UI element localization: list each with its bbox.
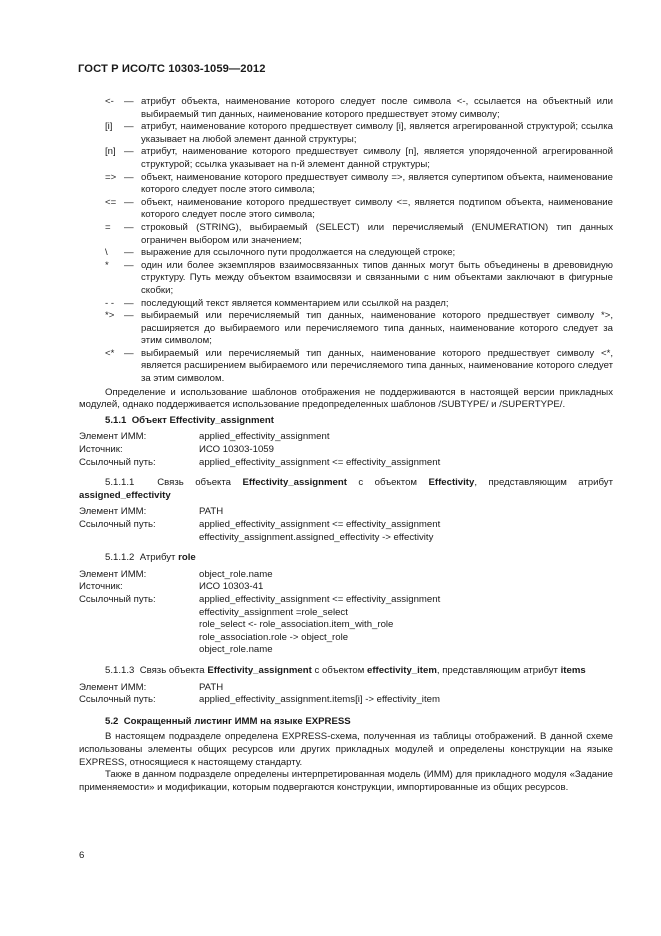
symbol-dash: —	[124, 221, 134, 233]
ref-path-label: Ссылочный путь:	[79, 694, 156, 706]
section-number: 5.1.1	[105, 414, 127, 426]
section-title: Объект Effectivity_assignment	[131, 414, 274, 426]
aim-label: Элемент ИММ:	[79, 568, 147, 580]
symbol-legend-list	[79, 96, 613, 386]
aim-value: PATH	[199, 506, 224, 518]
section-5-1-1-2-mapping	[79, 569, 613, 657]
aim-label: Элемент ИММ:	[79, 681, 147, 693]
section-number: 5.1.1.1	[105, 477, 135, 489]
aim-value: object_role.name	[199, 568, 273, 580]
symbol-key: *	[105, 259, 109, 271]
symbol-description: атрибут, наименование которого предшествует символу [i], является агрегированной структурой; ссылка указывает на любой элемент данной структуры;	[141, 121, 613, 145]
symbol-legend-item	[79, 247, 613, 260]
ref-path-line: effectivity_assignment =role_select	[199, 606, 348, 618]
heading-text: , представляющим атрибут	[474, 477, 613, 489]
source-label: Источник:	[79, 444, 123, 456]
symbol-legend-item	[79, 310, 613, 348]
symbol-description: атрибут, наименование которого предшествует символу [n], является упорядоченной агрегированной структурой; ссылка указывает на n-й элемент данной структуры;	[141, 146, 613, 170]
symbol-description: выбираемый или перечисляемый тип данных, наименование которого предшествует символу <*, является расширением выбираемого или перечисляемого типа данных, наименование которого следует за этим символом.	[141, 347, 613, 385]
symbol-key: [i]	[105, 121, 113, 133]
symbol-legend-item	[79, 298, 613, 311]
section-5-1-1-3-mapping	[79, 682, 613, 707]
symbol-legend-item	[79, 121, 613, 146]
ref-path-line: applied_effectivity_assignment <= effectivity_assignment	[199, 456, 441, 468]
source-value: ИСО 10303-41	[199, 581, 264, 593]
symbol-key: *>	[105, 310, 115, 322]
heading-text: Связь объекта	[157, 477, 231, 489]
symbol-dash: —	[124, 310, 134, 322]
symbol-dash: —	[124, 247, 134, 259]
ref-path-label: Ссылочный путь:	[79, 593, 156, 605]
ref-path-line: effectivity_assignment.assigned_effectivity -> effectivity	[199, 531, 434, 543]
symbol-dash: —	[124, 121, 134, 133]
symbol-dash: —	[124, 196, 134, 208]
symbol-description: строковый (STRING), выбираемый (SELECT) или перечисляемый (ENUMERATION) тип данных ограничен выбором или значением;	[141, 221, 613, 246]
section-5-2-paragraph-2: Также в данном подразделе определены интерпретированная модель (ИММ) для прикладного модуля «Задание применяемости» и модификации, которым подвергаются конструкции, импортированные из общих ресурсов.	[79, 769, 613, 793]
symbol-key: <-	[105, 96, 114, 107]
symbol-dash: —	[124, 297, 134, 309]
heading-text: с объектом	[358, 477, 418, 489]
attribute-name: items	[560, 664, 586, 676]
section-title: Сокращенный листинг ИММ на языке EXPRESS	[123, 715, 351, 727]
ref-path-line: object_role.name	[199, 644, 273, 656]
aim-value: PATH	[199, 681, 224, 693]
attribute-name: role	[178, 552, 196, 564]
entity-name: Effectivity_assignment	[207, 664, 312, 676]
section-5-1-1-1-heading	[79, 477, 613, 502]
symbol-description: атрибут объекта, наименование которого следует после символа <-, ссылается на объектный или выбираемый тип данных, наименование которого предшествует этому символу;	[141, 96, 613, 120]
symbol-description: объект, наименование которого предшествует символу =>, является супертипом объекта, наименование которого следует после этого символа;	[141, 171, 613, 196]
symbol-dash: —	[124, 96, 134, 107]
heading-text: Связь объекта	[139, 664, 205, 676]
aim-label: Элемент ИММ:	[79, 506, 147, 518]
symbol-description: выражение для ссылочного пути продолжается на следующей строке;	[141, 247, 456, 259]
symbol-legend-item	[79, 146, 613, 171]
ref-path-line: applied_effectivity_assignment <= effectivity_assignment	[199, 519, 441, 530]
entity-name: effectivity_item	[367, 664, 437, 676]
symbol-key: - -	[105, 297, 115, 309]
section-5-1-1-mapping	[79, 431, 613, 469]
symbol-legend-item	[79, 222, 613, 247]
symbol-legend-item	[79, 96, 613, 121]
ref-path-line: applied_effectivity_assignment.items[i] -> effectivity_item	[199, 694, 440, 706]
ref-path-line: role_select <- role_association.item_with_role	[199, 619, 394, 631]
section-number: 5.2	[105, 715, 119, 727]
symbol-dash: —	[124, 259, 134, 271]
section-5-1-1-1-mapping	[79, 506, 613, 544]
aim-value: applied_effectivity_assignment	[199, 431, 330, 443]
aim-label: Элемент ИММ:	[79, 431, 147, 443]
section-5-1-1-3-heading	[79, 665, 613, 678]
source-value: ИСО 10303-1059	[199, 444, 274, 456]
ref-path-label: Ссылочный путь:	[79, 456, 156, 468]
section-5-1-1-2-heading	[79, 552, 613, 565]
section-5-2-heading	[79, 716, 613, 729]
symbol-description: последующий текст является комментарием или ссылкой на раздел;	[141, 297, 449, 309]
intro-paragraph: Определение и использование шаблонов отображения не поддерживаются в настоящей версии прикладных модулей, однако поддерживается использование предопределенных шаблонов /SUBTYPE/ и /SUPERTYPE/.	[79, 386, 613, 411]
source-label: Источник:	[79, 581, 123, 593]
entity-name: Effectivity_assignment	[242, 477, 347, 489]
section-5-1-1-heading	[79, 415, 613, 428]
heading-text: с объектом	[314, 664, 365, 676]
ref-path-line: applied_effectivity_assignment <= effectivity_assignment	[199, 593, 441, 605]
symbol-legend-item	[79, 197, 613, 222]
section-number: 5.1.1.3	[105, 664, 135, 676]
section-5-2-paragraph-1: В настоящем подразделе определена EXPRESS-схема, полученная из таблицы отображений. В данной схеме использованы элементы общих ресурсов или других прикладных модулей и определены конструкции на языке EXPRESS, относящиеся к настоящему стандарту.	[79, 731, 613, 768]
symbol-key: =	[105, 221, 111, 233]
symbol-legend-item	[79, 348, 613, 386]
symbol-dash: —	[124, 171, 134, 183]
symbol-dash: —	[124, 347, 134, 359]
page-header: ГОСТ Р ИСО/ТС 10303-1059—2012	[78, 63, 266, 75]
symbol-dash: —	[124, 146, 134, 158]
symbol-description: выбираемый или перечисляемый тип данных, наименование которого предшествует символу *>, расширяется до выбираемого или перечисляемого типа данных, наименование которого следует за этим символом;	[141, 310, 613, 347]
entity-name: Effectivity	[428, 477, 475, 489]
symbol-description: один или более экземпляров взаимосвязанных типов данных могут быть объединены в древовидную структуру. Путь между объектом взаимосвязи и связанными с ним объектами заключают в фигурные скобки;	[141, 259, 613, 296]
symbol-description: объект, наименование которого предшествует символу <=, является подтипом объекта, наименование которого следует после этого символа;	[141, 196, 613, 221]
symbol-legend-item	[79, 260, 613, 298]
attribute-name: assigned_effectivity	[79, 489, 171, 501]
symbol-key: <*	[105, 347, 115, 359]
symbol-key: [n]	[105, 146, 116, 158]
symbol-key: =>	[105, 171, 117, 183]
symbol-key: <=	[105, 196, 117, 208]
heading-text: Атрибут	[139, 552, 176, 564]
page-body	[79, 96, 613, 794]
ref-path-line: role_association.role -> object_role	[199, 631, 349, 643]
heading-text: , представляющим атрибут	[436, 664, 558, 676]
page-number: 6	[79, 850, 85, 861]
section-number: 5.1.1.2	[105, 552, 135, 564]
ref-path-label: Ссылочный путь:	[79, 519, 156, 530]
symbol-legend-item	[79, 172, 613, 197]
symbol-key: \	[105, 247, 108, 259]
